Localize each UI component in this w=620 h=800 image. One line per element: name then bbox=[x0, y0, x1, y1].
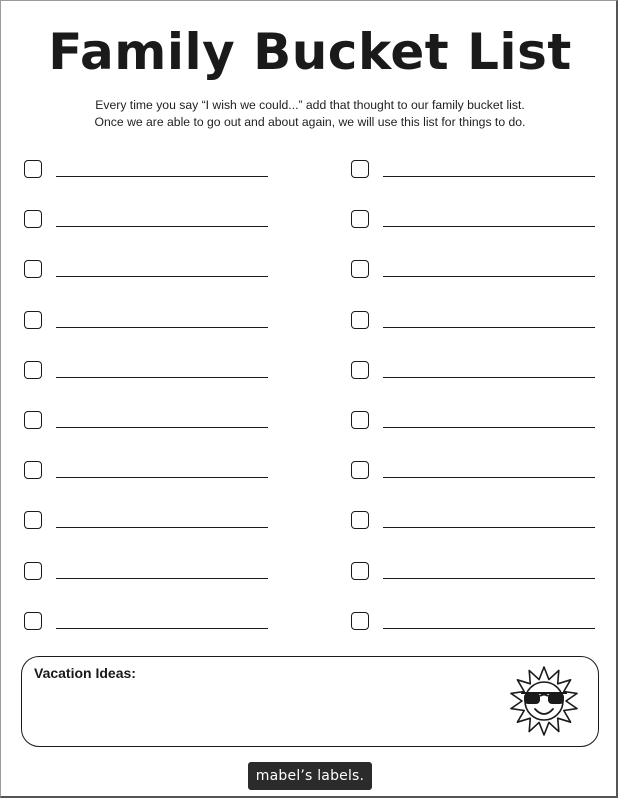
checkbox[interactable] bbox=[24, 612, 42, 630]
checkbox[interactable] bbox=[24, 461, 42, 479]
checklist-item bbox=[24, 210, 274, 232]
vacation-ideas-box[interactable] bbox=[21, 656, 599, 747]
checklist-item bbox=[24, 160, 274, 182]
checklist-item bbox=[24, 612, 274, 634]
checklist-item bbox=[351, 411, 601, 433]
checklist-item bbox=[24, 361, 274, 383]
checkbox[interactable] bbox=[351, 562, 369, 580]
checklist-item bbox=[24, 461, 274, 483]
checkbox[interactable] bbox=[24, 160, 42, 178]
write-in-line[interactable] bbox=[383, 276, 595, 277]
checklist-item bbox=[351, 562, 601, 584]
write-in-line[interactable] bbox=[56, 477, 268, 478]
checkbox[interactable] bbox=[351, 210, 369, 228]
write-in-line[interactable] bbox=[56, 377, 268, 378]
intro-line-2: Once we are able to go out and about again, we will use this list for things to do. bbox=[94, 115, 526, 129]
checkbox[interactable] bbox=[24, 361, 42, 379]
checklist-item bbox=[351, 160, 601, 182]
checkbox[interactable] bbox=[24, 411, 42, 429]
intro-line-1: Every time you say “I wish we could...” add that thought to our family bucket list. bbox=[95, 98, 525, 112]
checklist-item bbox=[351, 612, 601, 634]
checkbox[interactable] bbox=[24, 562, 42, 580]
write-in-line[interactable] bbox=[56, 628, 268, 629]
checklist-item bbox=[24, 511, 274, 533]
checkbox[interactable] bbox=[351, 361, 369, 379]
write-in-line[interactable] bbox=[56, 276, 268, 277]
checklist-item bbox=[351, 511, 601, 533]
checkbox[interactable] bbox=[351, 311, 369, 329]
checklist-item bbox=[24, 260, 274, 282]
checklist-item bbox=[24, 311, 274, 333]
checklist-item bbox=[351, 260, 601, 282]
write-in-line[interactable] bbox=[56, 327, 268, 328]
write-in-line[interactable] bbox=[383, 226, 595, 227]
write-in-line[interactable] bbox=[56, 226, 268, 227]
write-in-line[interactable] bbox=[383, 327, 595, 328]
checklist-item bbox=[24, 562, 274, 584]
write-in-line[interactable] bbox=[56, 176, 268, 177]
checklist-item bbox=[351, 210, 601, 232]
checkbox[interactable] bbox=[24, 511, 42, 529]
checkbox[interactable] bbox=[351, 511, 369, 529]
vacation-ideas-label: Vacation Ideas: bbox=[34, 665, 136, 681]
checkbox[interactable] bbox=[24, 311, 42, 329]
checkbox[interactable] bbox=[24, 210, 42, 228]
write-in-line[interactable] bbox=[383, 578, 595, 579]
checkbox[interactable] bbox=[351, 260, 369, 278]
write-in-line[interactable] bbox=[383, 377, 595, 378]
checkbox[interactable] bbox=[351, 461, 369, 479]
write-in-line[interactable] bbox=[383, 176, 595, 177]
page-title: Family Bucket List bbox=[48, 23, 572, 81]
write-in-line[interactable] bbox=[56, 578, 268, 579]
checklist-item bbox=[24, 411, 274, 433]
mabels-labels-logo: mabel’s labels. bbox=[248, 762, 372, 790]
write-in-line[interactable] bbox=[56, 527, 268, 528]
checkbox[interactable] bbox=[351, 612, 369, 630]
checkbox[interactable] bbox=[24, 260, 42, 278]
write-in-line[interactable] bbox=[383, 527, 595, 528]
write-in-line[interactable] bbox=[56, 427, 268, 428]
checklist-item bbox=[351, 461, 601, 483]
write-in-line[interactable] bbox=[383, 477, 595, 478]
sun-with-sunglasses-icon bbox=[509, 663, 579, 739]
write-in-line[interactable] bbox=[383, 427, 595, 428]
checkbox[interactable] bbox=[351, 411, 369, 429]
checklist-item bbox=[351, 311, 601, 333]
checkbox[interactable] bbox=[351, 160, 369, 178]
checklist-item bbox=[351, 361, 601, 383]
write-in-line[interactable] bbox=[383, 628, 595, 629]
